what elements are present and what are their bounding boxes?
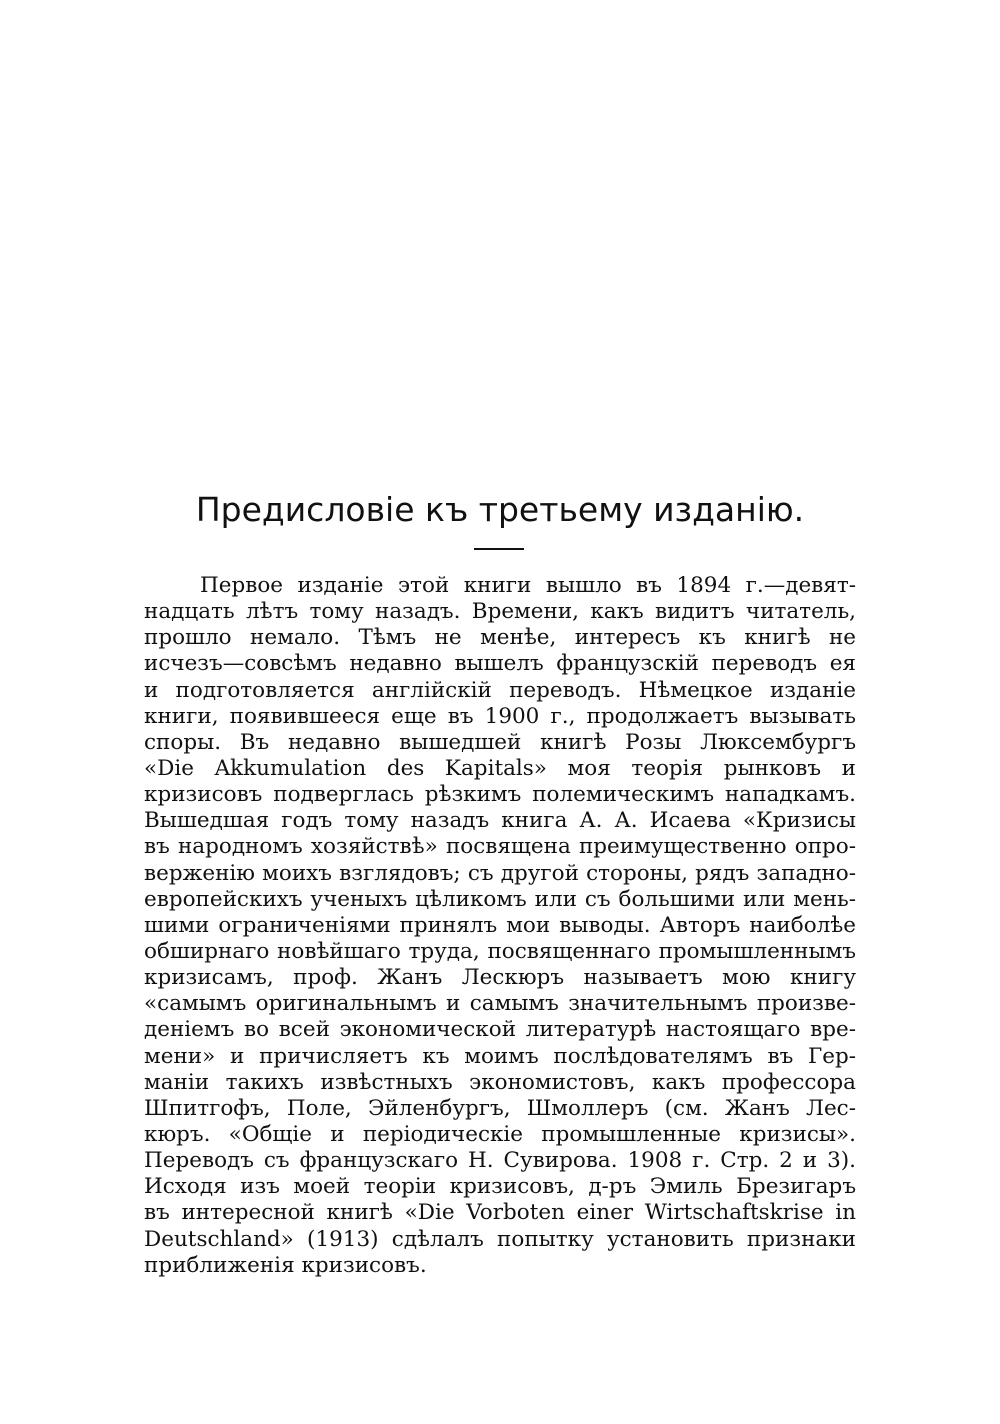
text-line: книги, появившееся еще въ 1900 г., продолжаетъ вызывать bbox=[144, 703, 856, 729]
text-line: Deutschland» (1913) сдѣлалъ попытку установить признаки bbox=[144, 1226, 856, 1252]
text-line: споры. Въ недавно вышедшей книгѣ Розы Люксембургъ bbox=[144, 729, 856, 755]
text-line: деніемъ во всей экономической литературѣ настоящаго вре- bbox=[144, 1017, 856, 1043]
text-line: исчезъ—совсѣмъ недавно вышелъ французскій переводъ ея bbox=[144, 651, 856, 677]
text-line: кризисамъ, проф. Жанъ Лескюръ называетъ мою книгу bbox=[144, 965, 856, 991]
text-line: европейскихъ ученыхъ цѣликомъ или съ большими или мень- bbox=[144, 886, 856, 912]
preface-title: Предисловіе къ третьему изданію. bbox=[195, 490, 805, 529]
text-line: кризисовъ подверглась рѣзкимъ полемическимъ нападкамъ. bbox=[144, 782, 856, 808]
text-line: надцать лѣтъ тому назадъ. Времени, какъ видитъ читатель, bbox=[144, 599, 856, 625]
text-line: Переводъ съ французскаго Н. Сувирова. 1908 г. Стр. 2 и 3). bbox=[144, 1148, 856, 1174]
text-line: маніи такихъ извѣстныхъ экономистовъ, какъ профессора bbox=[144, 1069, 856, 1095]
text-line: Первое изданіе этой книги вышло въ 1894 г.—девят- bbox=[200, 573, 856, 598]
text-line: обширнаго новѣйшаго труда, посвященнаго промышленнымъ bbox=[144, 938, 856, 964]
text-line: въ интересной книгѣ «Die Vorboten einer Wirtschaftskrise in bbox=[144, 1200, 856, 1226]
text-line: Шпитгофъ, Поле, Эйленбургъ, Шмоллеръ (см. Жанъ Лес- bbox=[144, 1095, 856, 1121]
text-line: мени» и причисляетъ къ моимъ послѣдователямъ въ Гер- bbox=[144, 1043, 856, 1069]
text-line: Исходя изъ моей теоріи кризисовъ, д-ръ Эмиль Брезигаръ bbox=[144, 1174, 856, 1200]
text-line: «Die Akkumulation des Kapitals» моя теорія рынковъ и bbox=[144, 755, 856, 781]
text-line: «самымъ оригинальнымъ и самымъ значительнымъ произве- bbox=[144, 991, 856, 1017]
text-line: шими ограниченіями принялъ мои выводы. Авторъ наиболѣе bbox=[144, 912, 856, 938]
text-line: прошло немало. Тѣмъ не менѣе, интересъ къ книгѣ не bbox=[144, 625, 856, 651]
preface-paragraph bbox=[144, 573, 856, 1279]
text-line: и подготовляется англійскій переводъ. Нѣмецкое изданіе bbox=[144, 677, 856, 703]
title-divider bbox=[474, 548, 524, 550]
text-line: Вышедшая годъ тому назадъ книга А. А. Исаева «Кризисы bbox=[144, 808, 856, 834]
text-line: въ народномъ хозяйствѣ» посвящена преимущественно опро- bbox=[144, 834, 856, 860]
text-line: верженію моихъ взглядовъ; съ другой стороны, рядъ западно- bbox=[144, 860, 856, 886]
text-line: кюръ. «Общіе и періодическіе промышленные кризисы». bbox=[144, 1121, 856, 1147]
text-line: приближенія кризисовъ. bbox=[144, 1252, 427, 1278]
